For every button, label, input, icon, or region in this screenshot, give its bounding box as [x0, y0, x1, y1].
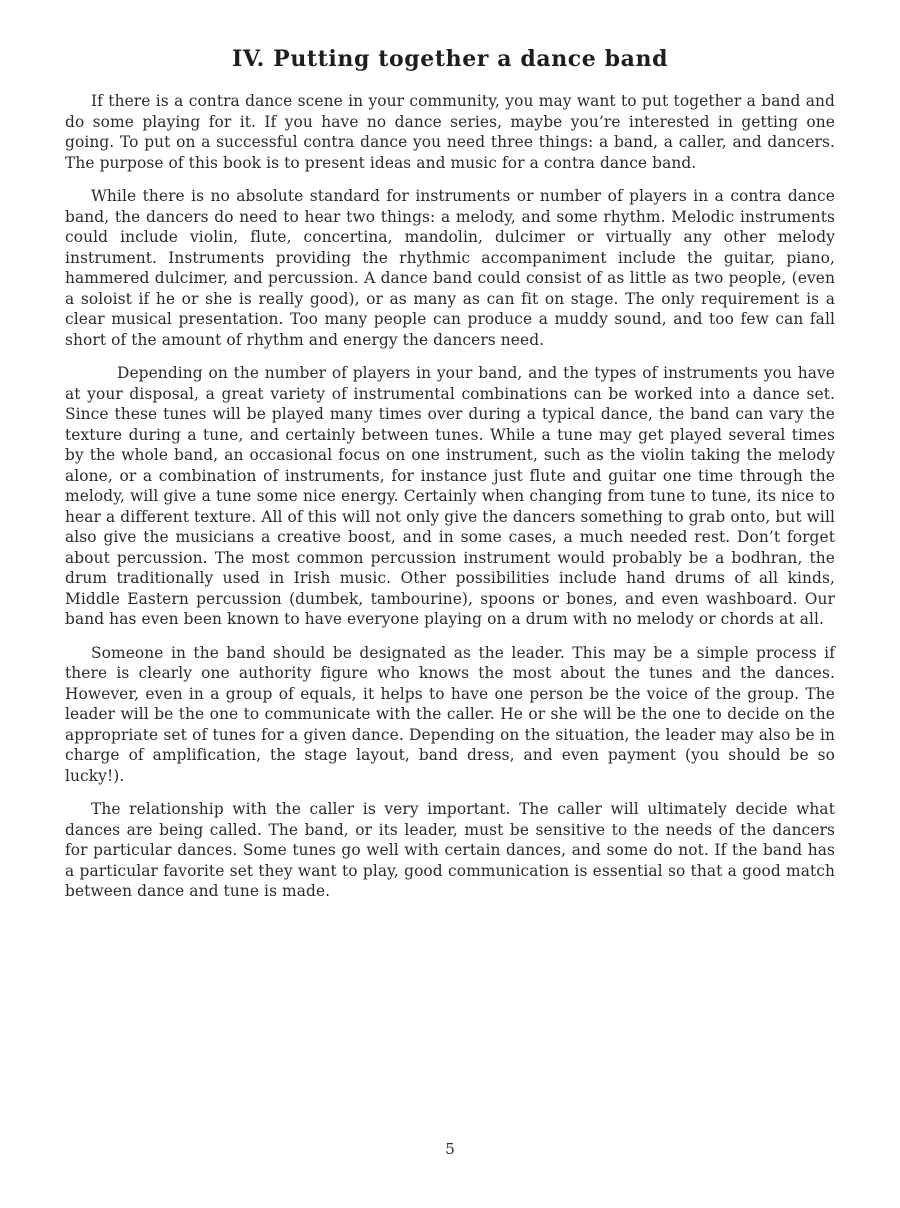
page-title: IV. Putting together a dance band: [231, 46, 669, 72]
paragraph-3: Depending on the number of players in your band, and the types of instruments you have at your disposal, a great variety of instrumental combinations can be worked into a dance set. Since these tunes will be played many times over during a typical dance, the band can vary the texture during a tune, and certainly between tunes. While a tune may get played several times by the whole band, an occasional focus on one instrument, such as the violin taking the melody alone, or a combination of instruments, for instance just flute and guitar one time through the melody, will give a tune some nice energy. Certainly when changing from tune to tune, its nice to hear a different texture. All of this will not only give the dancers something to grab onto, but will also give the musicians a creative boost, and in some cases, a much needed rest. Don’t forget about percussion. The most common percussion instrument would probably be a bodhran, the drum traditionally used in Irish music. Other possibilities include hand drums of all kinds, Middle Eastern percussion (dumbek, tambourine), spoons or bones, and even washboard. Our band has even been known to have everyone playing on a drum with no melody or chords at all.: [65, 364, 835, 628]
body-text: [65, 91, 835, 915]
paragraph-2: While there is no absolute standard for instruments or number of players in a contra dance band, the dancers do need to hear two things: a melody, and some rhythm. Melodic instruments could include violin, flute, concertina, mandolin, dulcimer or virtually any other melody instrument. Instruments providing the rhythmic accompaniment include the guitar, piano, hammered dulcimer, and percussion. A dance band could consist of as little as two people, (even a soloist if he or she is really good), or as many as can fit on stage. The only requirement is a clear musical presentation. Too many people can produce a muddy sound, and too few can fall short of the amount of rhythm and energy the dancers need.: [65, 187, 835, 349]
page-number: 5: [445, 1140, 455, 1158]
paragraph-5: The relationship with the caller is very important. The caller will ultimately decide what dances are being called. The band, or its leader, must be sensitive to the needs of the dancers for particular dances. Some tunes go well with certain dances, and some do not. If the band has a particular favorite set they want to play, good communication is essential so that a good match between dance and tune is made.: [65, 800, 835, 900]
paragraph-1: If there is a contra dance scene in your community, you may want to put together a band and do some playing for it. If you have no dance series, maybe you’re interested in getting one going. To put on a successful contra dance you need three things: a band, a caller, and dancers. The purpose of this book is to present ideas and music for a contra dance band.: [65, 92, 835, 172]
paragraph-4: Someone in the band should be designated as the leader. This may be a simple process if there is clearly one authority figure who knows the most about the tunes and the dances. However, even in a group of equals, it helps to have one person be the voice of the group. The leader will be the one to communicate with the caller. He or she will be the one to decide on the appropriate set of tunes for a given dance. Depending on the situation, the leader may also be in charge of amplification, the stage layout, band dress, and even payment (you should be so lucky!).: [65, 643, 835, 785]
